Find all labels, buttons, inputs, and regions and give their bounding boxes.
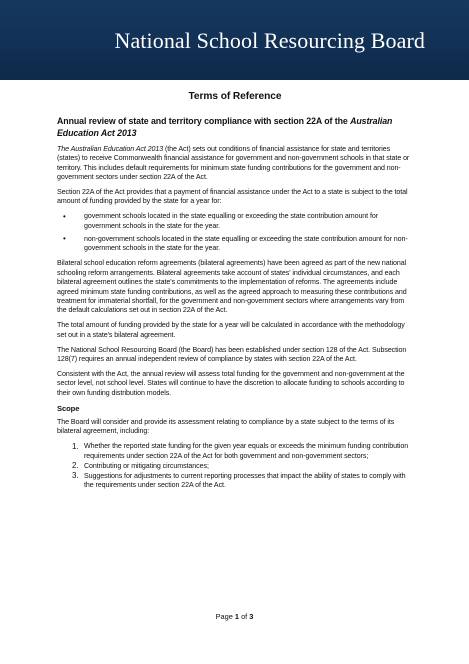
heading-text: Annual review of state and territory compliance with section 22A of the (57, 116, 351, 127)
bullet-list (57, 212, 413, 253)
page-total: 3 (249, 612, 254, 621)
item-text: Suggestions for adjustments to current reporting processes that impact the ability of states to comply with the requirements under section 22A of the Act. (84, 471, 406, 489)
paragraph-4: The total amount of funding provided by the state for a year will be calculated in accordance with the methodology set out in a state's bilateral agreement. (57, 321, 405, 339)
paragraph-5: The National School Resourcing Board (the Board) has been established under section 128 of the Act. Subsection 128(7) requires an annual independent review of compliance by states with section 22A of the Act. (57, 345, 407, 364)
document-body (57, 92, 413, 491)
page-prefix: Page (215, 612, 235, 621)
paragraph-1-text: (the Act) sets out conditions of financial assistance for state and territories (states) to receive Commonwealth financial assistance for government and non-government schools in that state or territory. This includes default requirements for minimum state funding contributions for the government and non-government sectors under section 22A of the Act. (57, 144, 410, 182)
section-heading (57, 116, 413, 138)
bullet-text: government schools located in the state equalling or exceeding the state contribution amount for government schools in the state for the year. (84, 212, 378, 230)
list-item (57, 472, 413, 491)
paragraph-1 (57, 145, 413, 183)
item-number: 2. (72, 461, 79, 471)
paragraph-6: Consistent with the Act, the annual review will assess total funding for the government and non-government at the sector level, not school level. States will continue to have the discretion to allocate funding to schools according to their own funding distribution models. (57, 369, 405, 397)
bullet-icon: • (63, 211, 66, 221)
heading-act-name: Australian Education Act 2013 (57, 116, 393, 138)
paragraph-2: Section 22A of the Act provides that a payment of financial assistance under the Act to a state is subject to the total amount of funding provided by the state for a year for: (57, 187, 408, 206)
document-title: Terms of Reference (188, 91, 282, 102)
list-item (57, 442, 413, 461)
scope-heading: Scope (57, 403, 80, 413)
header-banner (0, 0, 469, 80)
list-item (57, 462, 413, 471)
numbered-list (57, 442, 413, 490)
bullet-icon: • (63, 234, 66, 244)
item-text: Whether the reported state funding for the given year equals or exceeds the minimum funding contribution requirements under section 22A of the Act for both government and non-government sectors; (84, 442, 409, 460)
paragraph-7: The Board will consider and provide its assessment relating to compliance by a state subject to the terms of its bilateral agreement, including: (57, 418, 395, 436)
list-item (57, 235, 413, 254)
act-name: The Australian Education Act 2013 (57, 144, 164, 153)
item-text: Contributing or mitigating circumstances; (84, 461, 209, 470)
page-footer (0, 612, 469, 621)
banner-title: National School Resourcing Board (114, 28, 425, 53)
paragraph-3: Bilateral school education reform agreements (bilateral agreements) have been agreed as part of the new national schooling reform arrangements. Bilateral agreements take account of states' individual circumstances, and each bilateral agreement outlines the state's commitments to the implementation of reforms. The agreements include agreed minimum state funding contributions, as well as the agreed approach to measuring these contributions and treatment for immaterial shortfall, for the government and non-government sectors where arrangements vary from the default calculations set out in section 22A of the Act. (57, 259, 407, 315)
bullet-text: non-government schools located in the state equalling or exceeding the state contribution amount for non-government schools in the state for the year. (84, 234, 408, 252)
page-current: 1 (234, 612, 240, 621)
list-item (57, 212, 413, 231)
item-number: 1. (72, 441, 79, 451)
page-sep: of (239, 612, 250, 621)
item-number: 3. (72, 471, 79, 481)
